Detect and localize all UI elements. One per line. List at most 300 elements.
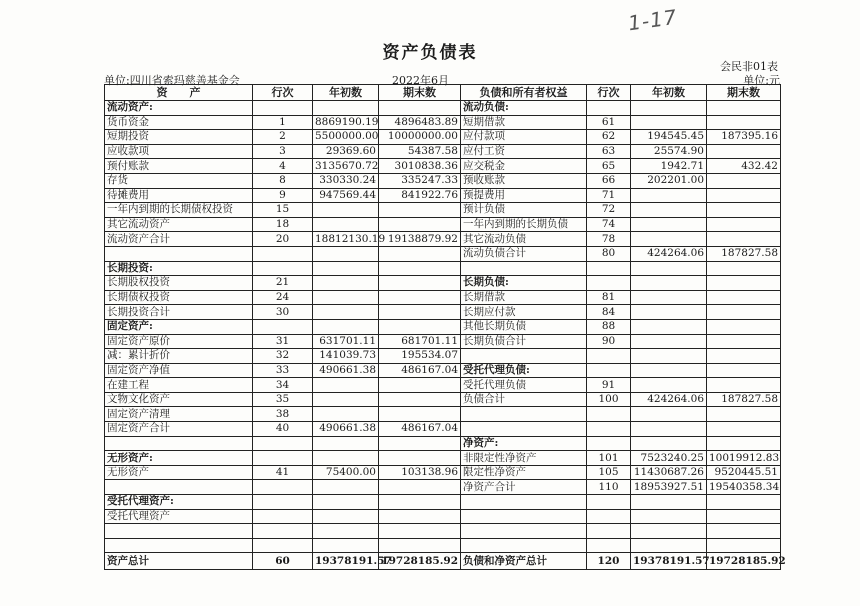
liability-begin-value bbox=[631, 261, 707, 276]
asset-label: 预付账款 bbox=[105, 159, 253, 174]
table-row bbox=[105, 378, 781, 393]
asset-label: 长期债权投资 bbox=[105, 290, 253, 305]
asset-label: 固定资产: bbox=[105, 319, 253, 334]
asset-end-value bbox=[379, 509, 461, 524]
asset-end-value: 681701.11 bbox=[379, 334, 461, 349]
asset-label: 货币资金 bbox=[105, 115, 253, 130]
liability-label bbox=[461, 538, 587, 553]
asset-end-value bbox=[379, 392, 461, 407]
liability-label bbox=[461, 495, 587, 510]
table-row bbox=[105, 349, 781, 364]
liability-end-value bbox=[707, 422, 781, 437]
asset-label: 在建工程 bbox=[105, 378, 253, 393]
liability-label: 应交税金 bbox=[461, 159, 587, 174]
asset-label bbox=[105, 538, 253, 553]
table-row bbox=[105, 188, 781, 203]
table-row bbox=[105, 363, 781, 378]
liability-line-no bbox=[587, 509, 631, 524]
liability-end-value: 187827.58 bbox=[707, 246, 781, 261]
asset-begin-value: 141039.73 bbox=[313, 349, 379, 364]
asset-line-no bbox=[253, 451, 313, 466]
liability-end-value bbox=[707, 173, 781, 188]
liability-end-value bbox=[707, 188, 781, 203]
liability-label bbox=[461, 524, 587, 539]
liability-end-value: 19540358.34 bbox=[707, 480, 781, 495]
liability-label: 负债合计 bbox=[461, 392, 587, 407]
table-row bbox=[105, 436, 781, 451]
liability-begin-value: 194545.45 bbox=[631, 130, 707, 145]
liability-label: 一年内到期的长期负债 bbox=[461, 217, 587, 232]
liability-label: 负债和净资产总计 bbox=[461, 553, 587, 570]
asset-line-no bbox=[253, 101, 313, 116]
asset-end-value bbox=[379, 524, 461, 539]
liability-begin-value bbox=[631, 290, 707, 305]
table-row bbox=[105, 334, 781, 349]
form-number: 会民非01表 bbox=[720, 60, 778, 73]
liability-line-no bbox=[587, 363, 631, 378]
asset-begin-value: 19378191.57 bbox=[313, 553, 379, 570]
liability-line-no: 81 bbox=[587, 290, 631, 305]
liability-end-value bbox=[707, 115, 781, 130]
liability-line-no bbox=[587, 538, 631, 553]
asset-line-no: 21 bbox=[253, 276, 313, 291]
liability-line-no: 84 bbox=[587, 305, 631, 320]
liability-label: 净资产: bbox=[461, 436, 587, 451]
liability-end-value bbox=[707, 261, 781, 276]
asset-label: 流动资产: bbox=[105, 101, 253, 116]
asset-end-value bbox=[379, 203, 461, 218]
liability-line-no: 62 bbox=[587, 130, 631, 145]
asset-line-no: 34 bbox=[253, 378, 313, 393]
liability-end-value bbox=[707, 232, 781, 247]
liability-begin-value bbox=[631, 538, 707, 553]
asset-line-no bbox=[253, 509, 313, 524]
liability-line-no: 66 bbox=[587, 173, 631, 188]
table-row bbox=[105, 305, 781, 320]
asset-end-value bbox=[379, 261, 461, 276]
asset-line-no: 32 bbox=[253, 349, 313, 364]
liability-line-no: 72 bbox=[587, 203, 631, 218]
liability-begin-value bbox=[631, 422, 707, 437]
asset-line-no: 9 bbox=[253, 188, 313, 203]
liability-label: 净资产合计 bbox=[461, 480, 587, 495]
asset-label: 短期投资 bbox=[105, 130, 253, 145]
table-row bbox=[105, 495, 781, 510]
liability-line-no bbox=[587, 101, 631, 116]
liability-line-no: 100 bbox=[587, 392, 631, 407]
asset-line-no: 8 bbox=[253, 173, 313, 188]
liability-begin-value bbox=[631, 305, 707, 320]
asset-end-value: 486167.04 bbox=[379, 422, 461, 437]
liability-end-value bbox=[707, 407, 781, 422]
asset-begin-value bbox=[313, 524, 379, 539]
liability-label: 应付款项 bbox=[461, 130, 587, 145]
table-row bbox=[105, 319, 781, 334]
asset-begin-value bbox=[313, 246, 379, 261]
liability-begin-value: 18953927.51 bbox=[631, 480, 707, 495]
table-row bbox=[105, 246, 781, 261]
liability-line-no: 120 bbox=[587, 553, 631, 570]
asset-begin-value: 490661.38 bbox=[313, 363, 379, 378]
liability-label: 长期借款 bbox=[461, 290, 587, 305]
header-asset: 资 产 bbox=[105, 85, 253, 101]
header-liab-begin: 年初数 bbox=[631, 85, 707, 101]
asset-begin-value bbox=[313, 378, 379, 393]
liability-begin-value bbox=[631, 319, 707, 334]
asset-begin-value bbox=[313, 261, 379, 276]
asset-label: 固定资产清理 bbox=[105, 407, 253, 422]
liability-line-no: 65 bbox=[587, 159, 631, 174]
asset-end-value: 335247.33 bbox=[379, 173, 461, 188]
asset-line-no: 31 bbox=[253, 334, 313, 349]
asset-line-no: 2 bbox=[253, 130, 313, 145]
asset-begin-value bbox=[313, 290, 379, 305]
asset-line-no: 20 bbox=[253, 232, 313, 247]
asset-end-value bbox=[379, 246, 461, 261]
asset-begin-value bbox=[313, 305, 379, 320]
table-row bbox=[105, 465, 781, 480]
asset-label: 受托代理资产: bbox=[105, 495, 253, 510]
table-row bbox=[105, 276, 781, 291]
liability-end-value bbox=[707, 436, 781, 451]
asset-begin-value bbox=[313, 203, 379, 218]
liability-line-no: 101 bbox=[587, 451, 631, 466]
asset-label: 固定资产合计 bbox=[105, 422, 253, 437]
liability-label: 预计负债 bbox=[461, 203, 587, 218]
asset-end-value: 54387.58 bbox=[379, 144, 461, 159]
asset-begin-value bbox=[313, 101, 379, 116]
asset-line-no bbox=[253, 495, 313, 510]
asset-label: 应收款项 bbox=[105, 144, 253, 159]
liability-end-value: 187827.58 bbox=[707, 392, 781, 407]
asset-end-value: 19728185.92 bbox=[379, 553, 461, 570]
asset-label: 资产总计 bbox=[105, 553, 253, 570]
liability-line-no: 74 bbox=[587, 217, 631, 232]
asset-label bbox=[105, 524, 253, 539]
asset-label: 无形资产: bbox=[105, 451, 253, 466]
asset-line-no: 1 bbox=[253, 115, 313, 130]
asset-begin-value: 3135670.72 bbox=[313, 159, 379, 174]
liability-begin-value bbox=[631, 276, 707, 291]
asset-end-value bbox=[379, 480, 461, 495]
asset-line-no bbox=[253, 246, 313, 261]
liability-end-value: 19728185.92 bbox=[707, 553, 781, 570]
liability-line-no: 78 bbox=[587, 232, 631, 247]
liability-line-no bbox=[587, 436, 631, 451]
liability-end-value bbox=[707, 495, 781, 510]
liability-label: 其他长期负债 bbox=[461, 319, 587, 334]
liability-line-no: 105 bbox=[587, 465, 631, 480]
asset-line-no: 24 bbox=[253, 290, 313, 305]
asset-begin-value bbox=[313, 480, 379, 495]
liability-line-no bbox=[587, 407, 631, 422]
liability-label: 预提费用 bbox=[461, 188, 587, 203]
balance-sheet-table bbox=[104, 84, 786, 570]
asset-label: 存货 bbox=[105, 173, 253, 188]
liability-label bbox=[461, 509, 587, 524]
liability-begin-value bbox=[631, 101, 707, 116]
liability-end-value bbox=[707, 349, 781, 364]
liability-begin-value: 202201.00 bbox=[631, 173, 707, 188]
liability-begin-value: 7523240.25 bbox=[631, 451, 707, 466]
liability-begin-value bbox=[631, 407, 707, 422]
asset-line-no: 40 bbox=[253, 422, 313, 437]
liability-end-value: 432.42 bbox=[707, 159, 781, 174]
asset-line-no: 41 bbox=[253, 465, 313, 480]
liability-end-value bbox=[707, 101, 781, 116]
liability-label: 限定性净资产 bbox=[461, 465, 587, 480]
asset-line-no bbox=[253, 538, 313, 553]
asset-label bbox=[105, 436, 253, 451]
asset-begin-value bbox=[313, 509, 379, 524]
liability-end-value bbox=[707, 305, 781, 320]
asset-begin-value: 330330.24 bbox=[313, 173, 379, 188]
balance-sheet-body bbox=[105, 101, 786, 570]
asset-begin-value bbox=[313, 217, 379, 232]
liability-line-no bbox=[587, 349, 631, 364]
table-row bbox=[105, 451, 781, 466]
liability-begin-value: 424264.06 bbox=[631, 246, 707, 261]
liability-begin-value: 11430687.26 bbox=[631, 465, 707, 480]
asset-begin-value bbox=[313, 538, 379, 553]
liability-begin-value bbox=[631, 436, 707, 451]
asset-end-value: 195534.07 bbox=[379, 349, 461, 364]
liability-line-no bbox=[587, 422, 631, 437]
liability-begin-value bbox=[631, 495, 707, 510]
liability-end-value: 9520445.51 bbox=[707, 465, 781, 480]
asset-end-value bbox=[379, 101, 461, 116]
asset-label: 待摊费用 bbox=[105, 188, 253, 203]
liability-end-value bbox=[707, 276, 781, 291]
header-liabilities: 负债和所有者权益 bbox=[461, 85, 587, 101]
asset-label: 流动资产合计 bbox=[105, 232, 253, 247]
asset-end-value bbox=[379, 407, 461, 422]
asset-begin-value: 8869190.19 bbox=[313, 115, 379, 130]
liability-begin-value: 25574.90 bbox=[631, 144, 707, 159]
liability-end-value bbox=[707, 538, 781, 553]
asset-end-value: 10000000.00 bbox=[379, 130, 461, 145]
asset-end-value bbox=[379, 495, 461, 510]
liability-line-no bbox=[587, 261, 631, 276]
asset-label: 一年内到期的长期债权投资 bbox=[105, 203, 253, 218]
asset-begin-value: 631701.11 bbox=[313, 334, 379, 349]
liability-end-value bbox=[707, 203, 781, 218]
table-row bbox=[105, 203, 781, 218]
liability-end-value bbox=[707, 509, 781, 524]
liability-line-no: 80 bbox=[587, 246, 631, 261]
asset-begin-value: 18812130.19 bbox=[313, 232, 379, 247]
liability-label: 其它流动负债 bbox=[461, 232, 587, 247]
liability-label: 流动负债: bbox=[461, 101, 587, 116]
header-asset-end: 期末数 bbox=[379, 85, 461, 101]
asset-label: 长期投资: bbox=[105, 261, 253, 276]
table-header-row bbox=[105, 85, 781, 101]
liability-end-value bbox=[707, 290, 781, 305]
asset-end-value bbox=[379, 436, 461, 451]
asset-begin-value: 947569.44 bbox=[313, 188, 379, 203]
asset-end-value bbox=[379, 217, 461, 232]
asset-end-value bbox=[379, 276, 461, 291]
asset-end-value: 103138.96 bbox=[379, 465, 461, 480]
asset-begin-value: 490661.38 bbox=[313, 422, 379, 437]
table-row bbox=[105, 144, 781, 159]
liability-label: 长期负债合计 bbox=[461, 334, 587, 349]
liability-label bbox=[461, 349, 587, 364]
liability-begin-value: 1942.71 bbox=[631, 159, 707, 174]
asset-end-value bbox=[379, 290, 461, 305]
liability-begin-value bbox=[631, 378, 707, 393]
asset-line-no bbox=[253, 480, 313, 495]
header-asset-begin: 年初数 bbox=[313, 85, 379, 101]
liability-end-value bbox=[707, 144, 781, 159]
table-row bbox=[105, 509, 781, 524]
liability-label: 受托代理负债: bbox=[461, 363, 587, 378]
asset-line-no: 15 bbox=[253, 203, 313, 218]
handwritten-page-note: 1-17 bbox=[626, 4, 679, 36]
asset-end-value bbox=[379, 305, 461, 320]
asset-end-value: 486167.04 bbox=[379, 363, 461, 378]
asset-end-value: 4896483.89 bbox=[379, 115, 461, 130]
table-row bbox=[105, 261, 781, 276]
liability-label: 受托代理负债 bbox=[461, 378, 587, 393]
liability-begin-value bbox=[631, 509, 707, 524]
liability-begin-value: 19378191.57 bbox=[631, 553, 707, 570]
asset-end-value: 3010838.36 bbox=[379, 159, 461, 174]
table-row bbox=[105, 480, 781, 495]
asset-begin-value bbox=[313, 392, 379, 407]
asset-end-value bbox=[379, 538, 461, 553]
table-row bbox=[105, 232, 781, 247]
asset-end-value bbox=[379, 378, 461, 393]
header-asset-line-no: 行次 bbox=[253, 85, 313, 101]
liability-label: 长期应付款 bbox=[461, 305, 587, 320]
liability-end-value: 187395.16 bbox=[707, 130, 781, 145]
asset-label: 受托代理资产 bbox=[105, 509, 253, 524]
liability-begin-value bbox=[631, 232, 707, 247]
asset-begin-value: 75400.00 bbox=[313, 465, 379, 480]
asset-label bbox=[105, 246, 253, 261]
liability-line-no: 110 bbox=[587, 480, 631, 495]
liability-label: 长期负债: bbox=[461, 276, 587, 291]
asset-line-no: 3 bbox=[253, 144, 313, 159]
table-row bbox=[105, 217, 781, 232]
asset-label: 长期股权投资 bbox=[105, 276, 253, 291]
table-row bbox=[105, 524, 781, 539]
table-row bbox=[105, 392, 781, 407]
liability-line-no bbox=[587, 524, 631, 539]
asset-label: 固定资产原价 bbox=[105, 334, 253, 349]
liability-line-no bbox=[587, 495, 631, 510]
asset-label: 减：累计折价 bbox=[105, 349, 253, 364]
table-row bbox=[105, 553, 781, 570]
table-row bbox=[105, 290, 781, 305]
liability-label bbox=[461, 261, 587, 276]
liability-begin-value bbox=[631, 217, 707, 232]
asset-end-value: 19138879.92 bbox=[379, 232, 461, 247]
table-row bbox=[105, 538, 781, 553]
table-row bbox=[105, 173, 781, 188]
asset-line-no: 35 bbox=[253, 392, 313, 407]
liability-label: 短期借款 bbox=[461, 115, 587, 130]
liability-line-no: 71 bbox=[587, 188, 631, 203]
header-liab-line-no: 行次 bbox=[587, 85, 631, 101]
asset-begin-value bbox=[313, 436, 379, 451]
table-row bbox=[105, 101, 781, 116]
asset-line-no: 18 bbox=[253, 217, 313, 232]
liability-line-no bbox=[587, 276, 631, 291]
currency-unit: 单位:元 bbox=[743, 74, 780, 87]
table-row bbox=[105, 422, 781, 437]
asset-end-value: 841922.76 bbox=[379, 188, 461, 203]
asset-line-no: 30 bbox=[253, 305, 313, 320]
asset-label bbox=[105, 480, 253, 495]
liability-label: 应付工资 bbox=[461, 144, 587, 159]
liability-line-no: 90 bbox=[587, 334, 631, 349]
asset-label: 长期投资合计 bbox=[105, 305, 253, 320]
asset-line-no bbox=[253, 524, 313, 539]
liability-label: 流动负债合计 bbox=[461, 246, 587, 261]
liability-begin-value bbox=[631, 188, 707, 203]
asset-begin-value: 5500000.00 bbox=[313, 130, 379, 145]
asset-label: 其它流动资产 bbox=[105, 217, 253, 232]
asset-begin-value bbox=[313, 495, 379, 510]
table-row bbox=[105, 115, 781, 130]
asset-label: 无形资产 bbox=[105, 465, 253, 480]
asset-end-value bbox=[379, 451, 461, 466]
liability-begin-value bbox=[631, 334, 707, 349]
asset-begin-value bbox=[313, 407, 379, 422]
liability-end-value bbox=[707, 217, 781, 232]
header-liab-end: 期末数 bbox=[707, 85, 781, 101]
liability-begin-value bbox=[631, 349, 707, 364]
liability-label: 预收账款 bbox=[461, 173, 587, 188]
liability-label bbox=[461, 422, 587, 437]
liability-begin-value: 424264.06 bbox=[631, 392, 707, 407]
asset-begin-value bbox=[313, 451, 379, 466]
liability-line-no: 61 bbox=[587, 115, 631, 130]
asset-label: 文物文化资产 bbox=[105, 392, 253, 407]
asset-line-no: 33 bbox=[253, 363, 313, 378]
asset-label: 固定资产净值 bbox=[105, 363, 253, 378]
asset-begin-value bbox=[313, 276, 379, 291]
liability-end-value bbox=[707, 334, 781, 349]
report-period: 2022年6月 bbox=[392, 74, 449, 87]
asset-begin-value bbox=[313, 319, 379, 334]
page-title: 资产负债表 bbox=[382, 43, 478, 63]
liability-end-value bbox=[707, 363, 781, 378]
table-row bbox=[105, 130, 781, 145]
liability-begin-value bbox=[631, 203, 707, 218]
liability-line-no: 63 bbox=[587, 144, 631, 159]
liability-begin-value bbox=[631, 115, 707, 130]
liability-end-value: 10019912.83 bbox=[707, 451, 781, 466]
liability-end-value bbox=[707, 378, 781, 393]
liability-begin-value bbox=[631, 524, 707, 539]
liability-end-value bbox=[707, 319, 781, 334]
organization-name: 单位:四川省索玛慈善基金会 bbox=[104, 74, 240, 87]
asset-begin-value: 29369.60 bbox=[313, 144, 379, 159]
asset-line-no: 60 bbox=[253, 553, 313, 570]
liability-label bbox=[461, 407, 587, 422]
asset-line-no: 38 bbox=[253, 407, 313, 422]
asset-line-no: 4 bbox=[253, 159, 313, 174]
liability-line-no: 88 bbox=[587, 319, 631, 334]
table-row bbox=[105, 407, 781, 422]
table-row bbox=[105, 159, 781, 174]
liability-label: 非限定性净资产 bbox=[461, 451, 587, 466]
liability-begin-value bbox=[631, 363, 707, 378]
asset-line-no bbox=[253, 319, 313, 334]
